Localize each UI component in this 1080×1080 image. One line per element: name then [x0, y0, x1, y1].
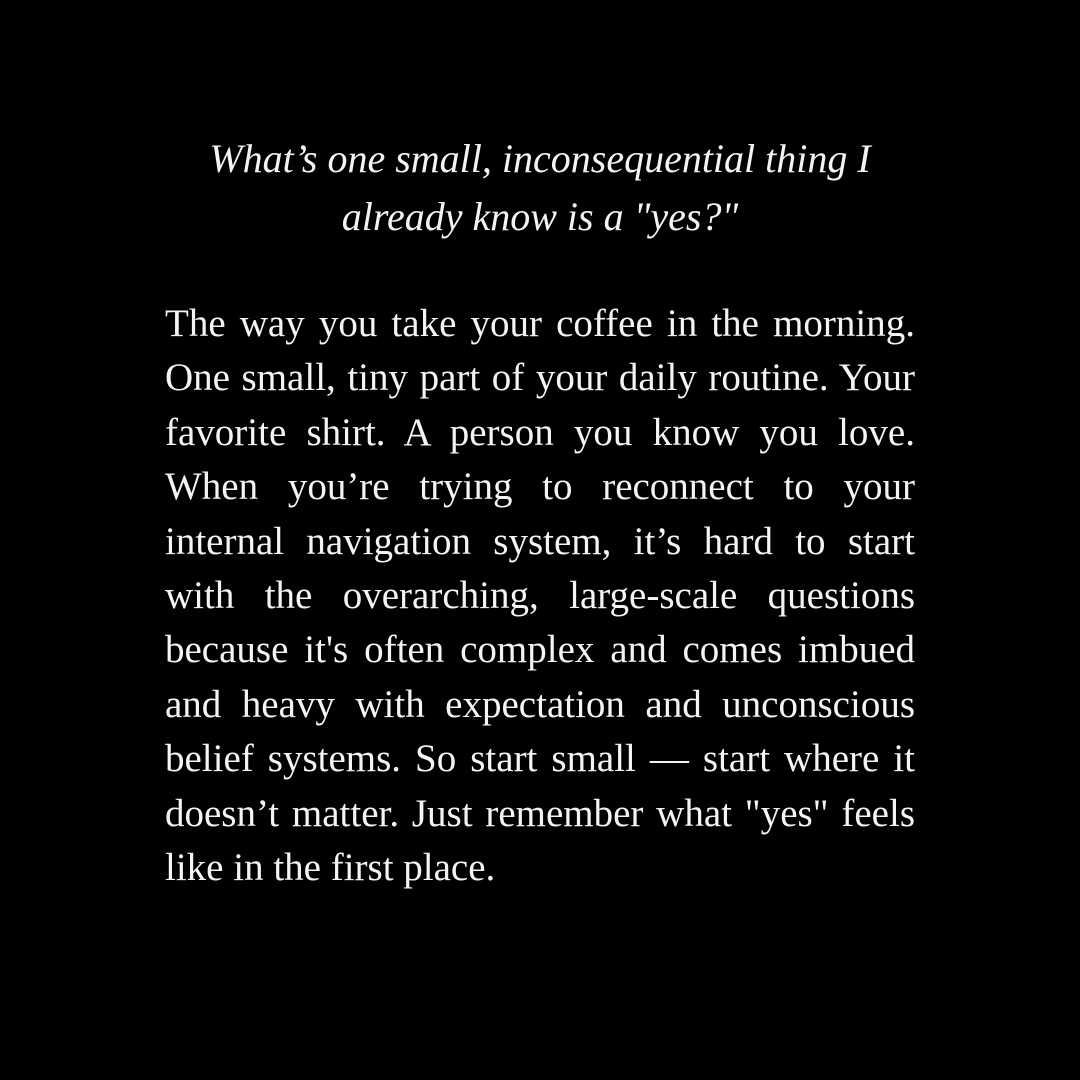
body-paragraph: The way you take your coffee in the morning. One small, tiny part of your daily routine. Your favorite shirt. A person you know you love. When you’re trying to reconnect to your internal navigation system, it’s hard to start with the overarching, large-scale questions because it's often complex and comes imbued and heavy with expectation and unconscious belief systems. So start small — start where it doesn’t matter. Just remember what "yes" feels like in the first place.: [165, 302, 915, 890]
question-heading: What’s one small, inconsequential thing I already know is a "yes?": [209, 136, 871, 239]
